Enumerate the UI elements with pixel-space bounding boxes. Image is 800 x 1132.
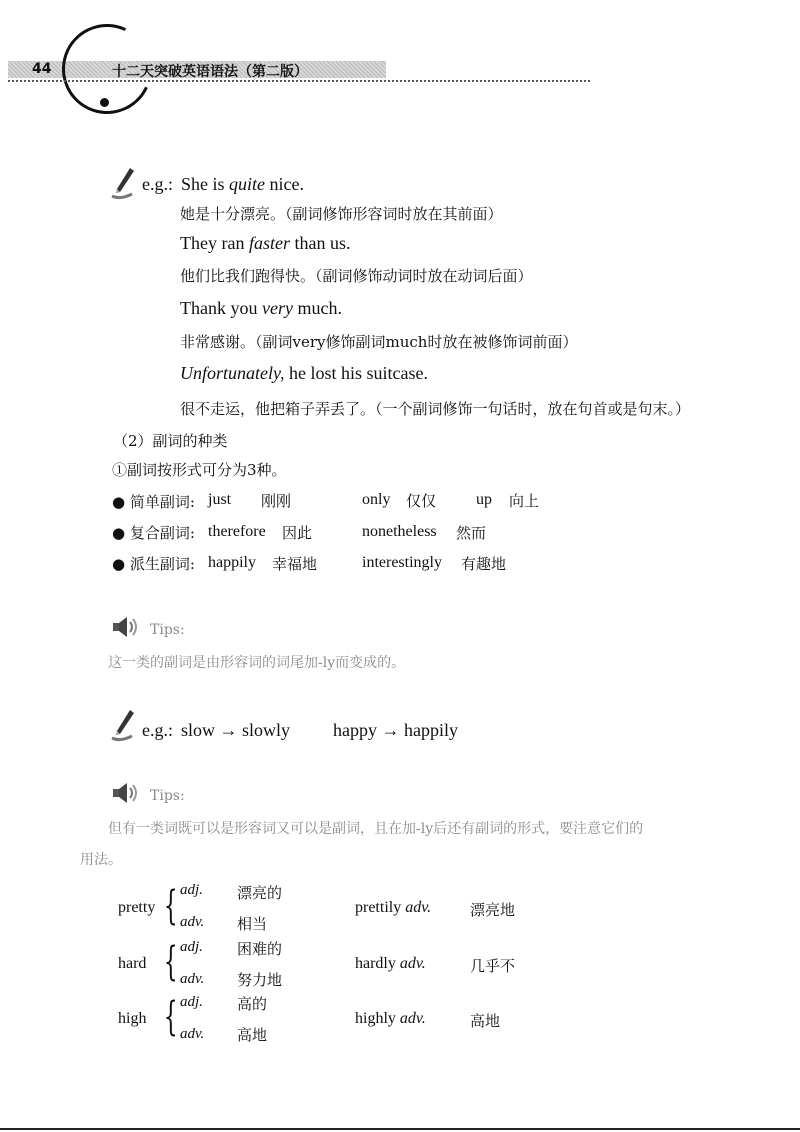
word-transformation: slow → slowly (181, 720, 291, 740)
pos-label: adj. (180, 939, 203, 955)
tips-text: 这一类的副词是由形容词的词尾加-ly而变成的。 (108, 655, 406, 671)
adverb-example-zh: 然而 (456, 524, 487, 542)
adverb-example: only (362, 491, 391, 508)
example-translation: 她是十分漂亮。（副词修饰形容词时放在其前面） (180, 205, 503, 223)
pos-label: adv. (180, 914, 205, 930)
example-sentence: Unfortunately, he lost his suitcase. (180, 363, 428, 383)
section-subheading: ①副词按形式可分为3种。 (112, 461, 287, 479)
tips-label: Tips: (150, 622, 185, 638)
word-headword: high (118, 1010, 147, 1027)
derived-adverb: hardly adv. (355, 955, 426, 972)
page-bottom-rule (0, 1128, 800, 1130)
brace-symbol: { (163, 939, 178, 985)
adverb-example: nonetheless (362, 523, 437, 540)
adverb-example: interestingly (362, 554, 442, 571)
pos-label: adj. (180, 994, 203, 1010)
adverb-type-row: ● 复合副词: (112, 524, 195, 542)
pos-label: adv. (180, 1026, 205, 1042)
example-translation: 很不走运，他把箱子弄丢了。（一个副词修饰一句话时，放在句首或是句末。） (180, 400, 691, 418)
adverb-example-zh: 幸福地 (272, 555, 318, 573)
word-headword: hard (118, 955, 147, 972)
word-headword: pretty (118, 899, 156, 916)
example-label: e.g.: (142, 720, 173, 740)
tips-text: 但有一类词既可以是形容词又可以是副词，且在加-ly后还有副词的形式，要注意它们的 (108, 821, 644, 837)
pos-meaning: 困难的 (237, 940, 283, 958)
example-sentence: They ran faster than us. (180, 233, 351, 253)
example-label: e.g.: (142, 174, 173, 194)
adverb-example-zh: 因此 (282, 524, 313, 542)
derived-adverb-zh: 漂亮地 (470, 901, 516, 919)
adverb-example-zh: 向上 (509, 492, 540, 510)
adverb-example-zh: 有趣地 (461, 555, 507, 573)
pos-meaning: 漂亮的 (237, 884, 283, 902)
example-translation: 非常感谢。（副词very修饰副词much时放在被修饰词前面） (180, 333, 578, 351)
word-transformation: happy → happily (333, 720, 458, 740)
pos-meaning: 努力地 (237, 971, 283, 989)
example-sentence: Thank you very much. (180, 298, 342, 318)
pos-meaning: 高地 (237, 1026, 268, 1044)
adverb-example-zh: 刚刚 (261, 492, 292, 510)
speaker-icon (110, 780, 140, 806)
adverb-example: up (476, 491, 492, 508)
brace-symbol: { (163, 883, 178, 929)
brace-symbol: { (163, 994, 178, 1040)
tips-label: Tips: (150, 788, 185, 804)
pos-meaning: 高的 (237, 995, 268, 1013)
book-title: 十二天突破英语语法（第二版） (112, 64, 308, 80)
example-translation: 他们比我们跑得快。（副词修饰动词时放在动词后面） (180, 267, 533, 285)
section-heading: （2）副词的种类 (113, 432, 228, 450)
derived-adverb-zh: 几乎不 (470, 957, 516, 975)
page-number: 44 (32, 61, 52, 77)
speaker-icon (110, 614, 140, 640)
adverb-type-row: ● 简单副词: (112, 493, 195, 511)
header-dot-decoration (100, 98, 109, 107)
adverb-example-zh: 仅仅 (406, 492, 437, 510)
pos-label: adj. (180, 882, 203, 898)
pencil-icon (108, 708, 136, 742)
adverb-example: just (208, 491, 232, 508)
header-dotted-rule (8, 80, 590, 82)
derived-adverb: prettily adv. (355, 899, 432, 916)
pos-label: adv. (180, 971, 205, 987)
pos-meaning: 相当 (237, 915, 268, 933)
derived-adverb-zh: 高地 (470, 1012, 501, 1030)
adverb-example: happily (208, 554, 256, 571)
adverb-example: therefore (208, 523, 266, 540)
example-sentence: She is quite nice. (181, 174, 304, 194)
adverb-type-row: ● 派生副词: (112, 555, 195, 573)
tips-text: 用法。 (80, 852, 122, 868)
derived-adverb: highly adv. (355, 1010, 426, 1027)
pencil-icon (108, 166, 136, 200)
